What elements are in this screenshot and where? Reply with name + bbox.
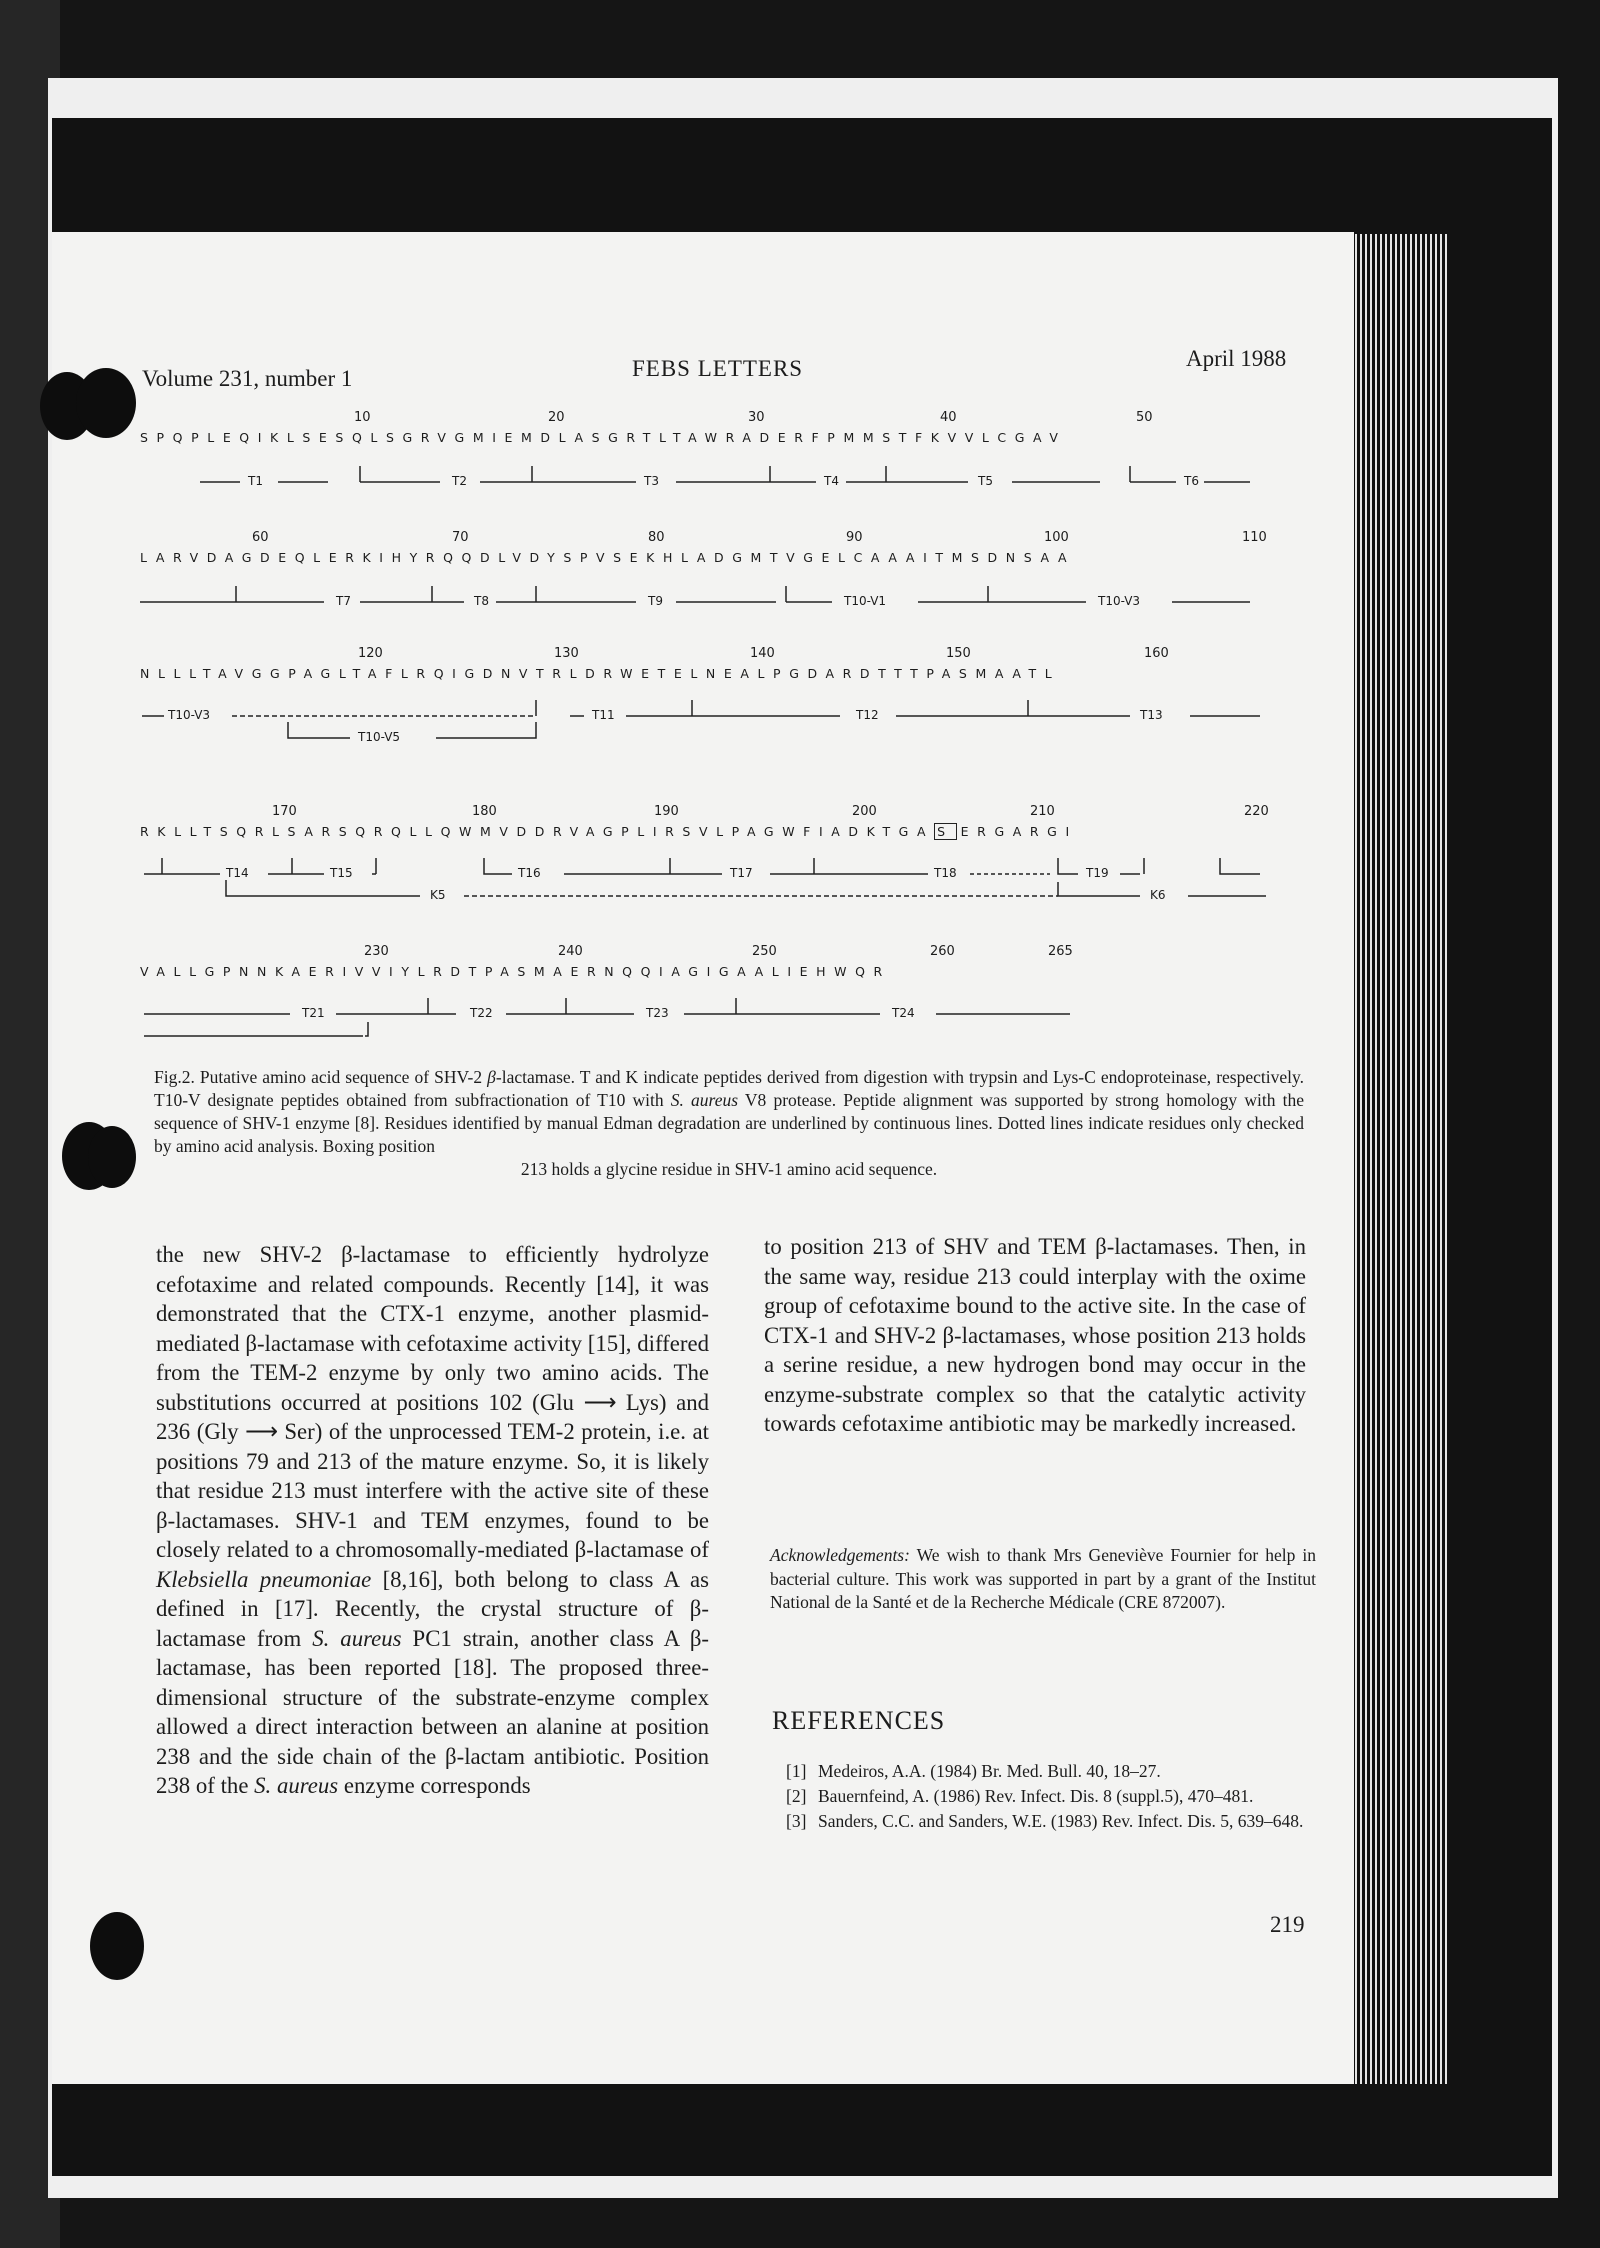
amino-acid-sequence: LARVDAGDEQLERKIHYRQQDLVDYSPVSEKHLADGMTVGELCAAAITMSDNSAA (140, 550, 1076, 565)
residue-number: 80 (648, 530, 665, 545)
peptide-map (140, 570, 1270, 630)
peptide-label: T17 (730, 866, 753, 880)
amino-acid-sequence (140, 824, 1078, 839)
peptide-label: T9 (648, 594, 663, 608)
residue-number: 260 (930, 944, 955, 959)
residue-number: 240 (558, 944, 583, 959)
body-text: [8,16], both belong to class A as defined in [17]. Recently, the crystal structure of β-lactamase from (156, 1566, 709, 1651)
reference-number: [2] (786, 1786, 807, 1806)
residue-number: 190 (654, 804, 679, 819)
page-number: 219 (1270, 1912, 1305, 1937)
peptide-label: T11 (592, 708, 615, 722)
residue-numbers (140, 410, 1270, 426)
sequence-after-box: ERGARGI (960, 824, 1078, 839)
peptide-label: K5 (430, 888, 446, 902)
sequence-line-5 (140, 944, 1270, 1044)
peptide-lines (140, 844, 1270, 924)
peptide-label: T21 (302, 1006, 325, 1020)
body-text: PC1 strain, another class A β-lactamase, has been reported [18]. The proposed three-dimensional structure of the substrate-enzyme complex allowed a direct interaction between an alanine at position 238 and the side chain of the β-lactam antibiotic. Position 238 of the (156, 1625, 710, 1798)
peptide-label: K6 (1150, 888, 1166, 902)
residue-numbers (140, 646, 1270, 662)
peptide-label: T8 (474, 594, 489, 608)
reference-item (786, 1810, 1316, 1833)
residue-number: 140 (750, 646, 775, 661)
species-name: S. aureus (254, 1773, 339, 1798)
acknowledgements-label: Acknowledgements: (770, 1545, 910, 1565)
peptide-label: T16 (518, 866, 541, 880)
residue-number: 200 (852, 804, 877, 819)
running-head-date: April 1988 (1186, 346, 1287, 371)
residue-numbers (140, 530, 1270, 546)
residue-number: 70 (452, 530, 469, 545)
sequence-line-3 (140, 646, 1270, 746)
residue-number: 180 (472, 804, 497, 819)
residue-number: 60 (252, 530, 269, 545)
peptide-label: T10-V3 (168, 708, 211, 722)
peptide-label: T18 (934, 866, 957, 880)
sequence-line-4 (140, 804, 1270, 924)
residue-number: 130 (554, 646, 579, 661)
peptide-label: T22 (470, 1006, 493, 1020)
residue-number: 250 (752, 944, 777, 959)
peptide-label: T10-V1 (844, 594, 887, 608)
acknowledgements-text: We wish to thank Mrs Geneviève Fournier for help in bacterial culture. This work was supported in part by a grant of the Institut National de la Santé et de la Recherche Médicale (CRE 872007). (770, 1545, 1316, 1612)
residue-number: 220 (1244, 804, 1269, 819)
peptide-label: T3 (644, 474, 659, 488)
peptide-label: T10-V3 (1098, 594, 1141, 608)
peptide-label: T15 (330, 866, 353, 880)
binder-hole-bottom (90, 1912, 144, 1980)
body-text: to position 213 of SHV and TEM β-lactamases. Then, in the same way, residue 213 could interplay with the oxime group of cefotaxime bound to the active site. In the case of CTX-1 and SHV-2 β-lactamases, whose position 213 holds a serine residue, a new hydrogen bond may occur in the enzyme-substrate complex so that the catalytic activity towards cefotaxime antibiotic may be markedly increased. (764, 1234, 1306, 1436)
residue-number: 90 (846, 530, 863, 545)
stacked-page-edges (1352, 234, 1447, 2084)
residue-number: 265 (1048, 944, 1073, 959)
peptide-label: T5 (978, 474, 993, 488)
sequence-figure (140, 410, 1276, 1070)
residue-number: 170 (272, 804, 297, 819)
reference-item (786, 1785, 1316, 1808)
acknowledgements (770, 1544, 1316, 1615)
reference-number: [1] (786, 1761, 807, 1781)
caption-text: Fig.2. Putative amino acid sequence of SHV-2 (154, 1067, 488, 1087)
peptide-label: T14 (226, 866, 249, 880)
peptide-label: T7 (336, 594, 351, 608)
body-column-right (764, 1232, 1306, 1439)
residue-number: 120 (358, 646, 383, 661)
binder-hole-middle-2 (88, 1126, 136, 1188)
running-head-volume: Volume 231, number 1 (142, 366, 353, 391)
caption-text: V8 protease. Peptide alignment was supported by strong homology with the sequence of SHV-1 enzyme [8]. Residues identified by manual Edman degradation are underlined by continuous lines. Dotted lines indicate residues only checked by amino acid analysis. Boxing position (154, 1090, 1304, 1156)
caption-last-line: 213 holds a glycine residue in SHV-1 amino acid sequence. (520, 1159, 938, 1179)
species-name: S. aureus (312, 1625, 402, 1651)
residue-numbers (140, 944, 1270, 960)
residue-number: 150 (946, 646, 971, 661)
residue-number: 20 (548, 410, 565, 425)
boxed-residue-213: S (934, 823, 957, 840)
binder-hole-top-2 (76, 368, 136, 438)
peptide-label: T4 (824, 474, 839, 488)
species-name: Klebsiella pneumoniae (156, 1566, 372, 1592)
peptide-label: T6 (1184, 474, 1199, 488)
reference-text: Medeiros, A.A. (1984) Br. Med. Bull. 40, 18–27. (818, 1761, 1161, 1781)
reference-text: Sanders, C.C. and Sanders, W.E. (1983) Rev. Infect. Dis. 5, 639–648. (818, 1811, 1304, 1831)
amino-acid-sequence: SPQPLEQIKLSESQLSGRVGMIEMDLASGRTLTAWRADERFPMMSTFKVVLCGAV (140, 430, 1067, 445)
residue-numbers (140, 804, 1270, 820)
sequence-before-box: RKLLTSQRLSARSQRQLLQWMVDDRVAGPLIRSVLPAGWFIADKTGA (140, 824, 935, 839)
caption-beta: β (487, 1067, 496, 1087)
body-text: enzyme corresponds (338, 1773, 531, 1798)
peptide-map (140, 844, 1270, 924)
residue-number: 100 (1044, 530, 1069, 545)
peptide-label: T1 (248, 474, 263, 488)
peptide-label: T23 (646, 1006, 669, 1020)
residue-number: 30 (748, 410, 765, 425)
references-heading: REFERENCES (772, 1706, 946, 1735)
reference-text: Bauernfeind, A. (1986) Rev. Infect. Dis. 8 (suppl.5), 470–481. (818, 1786, 1254, 1806)
residue-number: 50 (1136, 410, 1153, 425)
reference-number: [3] (786, 1811, 807, 1831)
peptide-label: T10-V5 (358, 730, 401, 744)
peptide-map (140, 984, 1270, 1044)
residue-number: 160 (1144, 646, 1169, 661)
figure-caption (154, 1066, 1304, 1181)
peptide-map (140, 686, 1270, 746)
sequence-line-2 (140, 530, 1270, 630)
caption-italic: S. aureus (670, 1090, 739, 1110)
peptide-label: T2 (452, 474, 467, 488)
peptide-lines (140, 686, 1270, 746)
body-text: the new SHV-2 β-lactamase to efficiently hydrolyze cefotaxime and related compounds. Recently [14], it was demonstrated that the CTX-1 enzyme, another plasmid-mediated β-lactamase with cefotaxime activity [15], differed from the TEM-2 enzyme by only two amino acids. The substitutions occurred at positions 102 (Glu ⟶ Lys) and 236 (Gly ⟶ Ser) of the unprocessed TEM-2 protein, i.e. at positions 79 and 213 of the mature enzyme. So, it is likely that residue 213 must interfere with the active site of these β-lactamases. SHV-1 and TEM enzymes, found to be closely related to a chromosomally-mediated β-lactamase of (156, 1242, 709, 1562)
caption-text: -lactamase. T and K indicate peptides derived from digestion with trypsin and Lys-C endoproteinase, respectively. T10-V designate peptides obtained from subfractionation of T10 with (154, 1067, 1304, 1110)
running-head-journal: FEBS LETTERS (632, 356, 804, 381)
amino-acid-sequence: VALLGPNNKAERIVVIYLRDTPASMAERNQQIAGIGAALIEHWQR (140, 964, 891, 979)
sequence-line-1 (140, 410, 1270, 510)
residue-number: 110 (1242, 530, 1267, 545)
residue-number: 40 (940, 410, 957, 425)
peptide-label: T24 (892, 1006, 915, 1020)
body-column-left (156, 1240, 709, 1801)
reference-item (786, 1760, 1316, 1783)
residue-number: 230 (364, 944, 389, 959)
peptide-label: T19 (1086, 866, 1109, 880)
references-list (786, 1760, 1316, 1835)
peptide-map (140, 450, 1270, 510)
peptide-lines (140, 450, 1270, 510)
peptide-label: T12 (856, 708, 879, 722)
residue-number: 10 (354, 410, 371, 425)
amino-acid-sequence: NLLLTAVGGPAGLTAFLRQIGDNVTRLDRWETELNEALPGDARDTTTPASMAATL (140, 666, 1061, 681)
peptide-label: T13 (1140, 708, 1163, 722)
residue-number: 210 (1030, 804, 1055, 819)
